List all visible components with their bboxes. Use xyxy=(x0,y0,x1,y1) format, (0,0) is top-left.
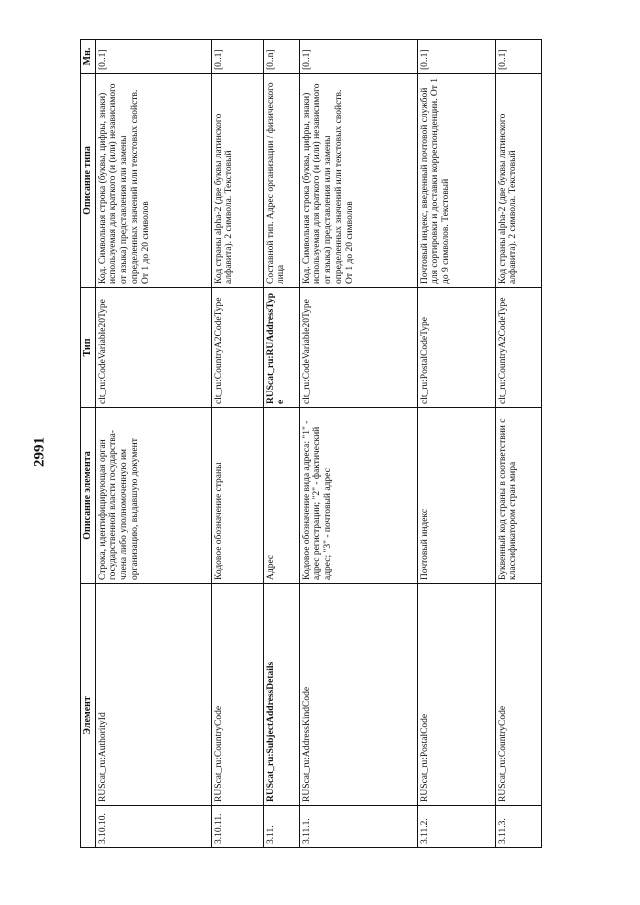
type-name: clt_ru:PostalCodeType xyxy=(417,288,495,408)
table-row xyxy=(95,40,211,848)
header-type: Тип xyxy=(81,288,96,408)
element-name: RUScat_ru:CountryCode xyxy=(495,584,541,806)
table-row xyxy=(211,40,263,848)
element-description: Кодовое обозначение страны xyxy=(211,408,263,584)
table-row xyxy=(417,40,495,848)
rotated-table-container xyxy=(80,40,540,848)
element-description: Почтовый индекс xyxy=(417,408,495,584)
row-number: 3.11.2. xyxy=(417,806,495,848)
row-number: 3.11. xyxy=(263,806,299,848)
table-row xyxy=(263,40,299,848)
header-multiplicity: Мн. xyxy=(81,40,96,74)
page-number: 2991 xyxy=(31,437,48,467)
type-description: Почтовый индекс, введенный почтовой службой для сортировки и доставки корреспонденции. От 1 до 9 символов. Текстовый xyxy=(417,74,495,288)
header-element-description: Описание элемента xyxy=(81,408,96,584)
multiplicity: [0..1] xyxy=(95,40,211,74)
type-name: clt_ru:CodeVariable20Type xyxy=(95,288,211,408)
elements-table xyxy=(80,39,542,848)
type-name: clt_ru:CountryA2CodeType xyxy=(211,288,263,408)
type-description: Код. Символьная строка (буквы, цифры, знаки) используемая для краткого (и (или) независимого от языка) представления или замены определенных значений или текстовых свойств. От 1 до 20 символов xyxy=(299,74,417,288)
element-description: Кодовое обозначение вида адреса: "1" - адрес регистрации; "2" - фактический адрес; "3" - почтовый адрес xyxy=(299,408,417,584)
element-name: RUScat_ru:AuthorityId xyxy=(95,584,211,806)
table-row xyxy=(495,40,541,848)
element-description: Адрес xyxy=(263,408,299,584)
type-description: Код страны alpha-2 (две буквы латинского алфавита). 2 символа. Текстовый xyxy=(211,74,263,288)
row-number: 3.11.3. xyxy=(495,806,541,848)
type-description: Код. Символьная строка (буквы, цифры, знаки) используемая для краткого (и (или) независимого от языка) представления или замены определенных значений или текстовых свойств. От 1 до 20 символов xyxy=(95,74,211,288)
element-name: RUScat_ru:AddressKindCode xyxy=(299,584,417,806)
element-name: RUScat_ru:SubjectAddressDetails xyxy=(263,584,299,806)
element-description: Строка, идентифицирующая орган государственной власти государства-члена либо уполномоченную им организацию, выдавшую документ xyxy=(95,408,211,584)
multiplicity: [0..1] xyxy=(495,40,541,74)
multiplicity: [0..n] xyxy=(263,40,299,74)
header-type-description: Описание типа xyxy=(81,74,96,288)
element-name: RUScat_ru:CountryCode xyxy=(211,584,263,806)
row-number: 3.10.10. xyxy=(95,806,211,848)
multiplicity: [0..1] xyxy=(299,40,417,74)
type-description: Код страны alpha-2 (две буквы латинского алфавита). 2 символа. Текстовый xyxy=(495,74,541,288)
multiplicity: [0..1] xyxy=(417,40,495,74)
header-element: Элемент xyxy=(81,584,96,848)
row-number: 3.11.1. xyxy=(299,806,417,848)
element-description: Буквенный код страны в соответствии с классификатором стран мира xyxy=(495,408,541,584)
type-name: clt_ru:CountryA2CodeType xyxy=(495,288,541,408)
type-description: Составной тип. Адрес организации / физического лица xyxy=(263,74,299,288)
table-header-row xyxy=(81,40,96,848)
type-name: clt_ru:CodeVariable20Type xyxy=(299,288,417,408)
element-name: RUScat_ru:PostalCode xyxy=(417,584,495,806)
type-name: RUScat_ru:RUAddressType xyxy=(263,288,299,408)
row-number: 3.10.11. xyxy=(211,806,263,848)
multiplicity: [0..1] xyxy=(211,40,263,74)
table-row xyxy=(299,40,417,848)
